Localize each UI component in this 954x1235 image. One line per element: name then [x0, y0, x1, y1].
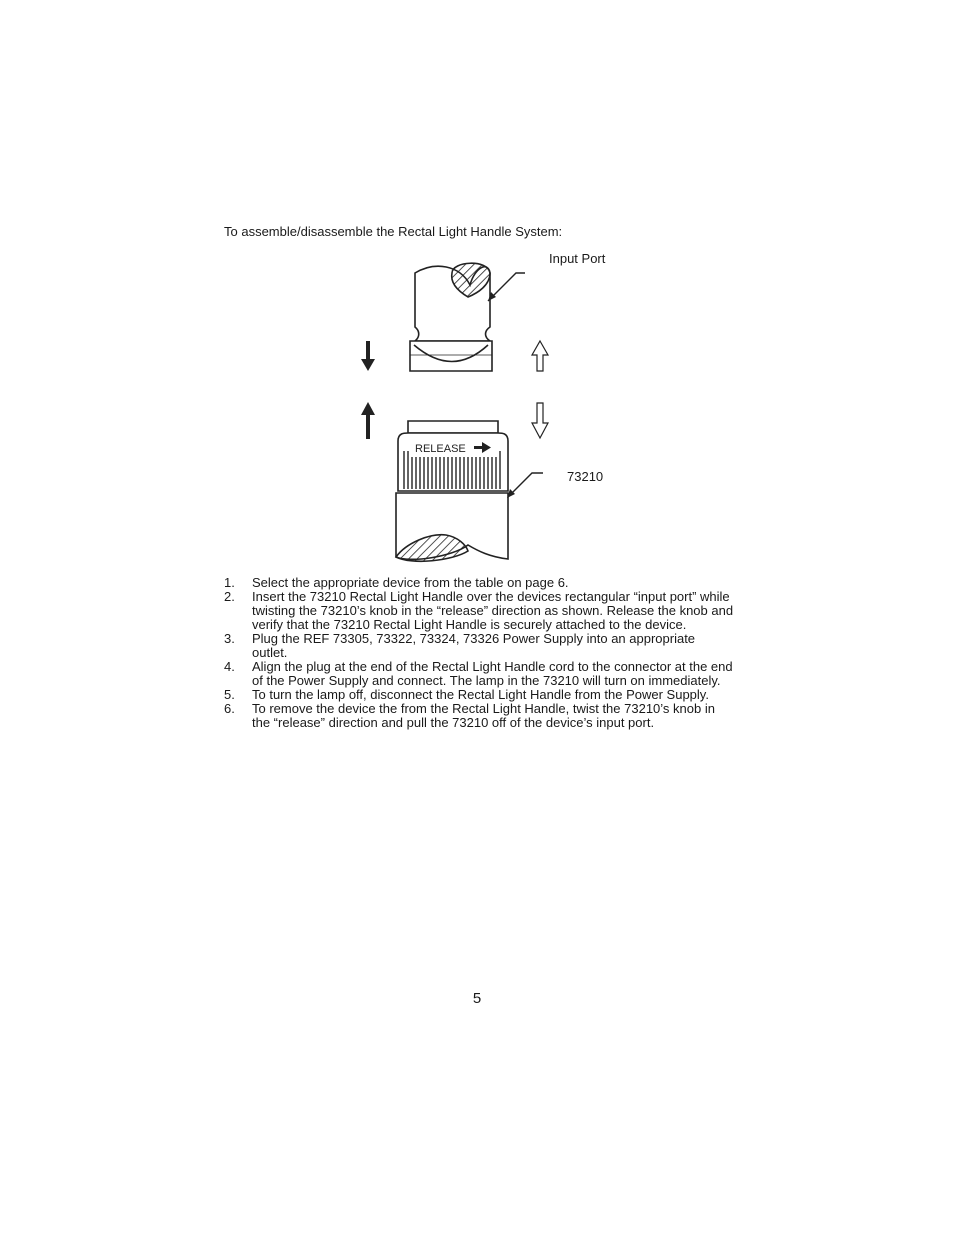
step-item	[224, 660, 734, 688]
step-number: 1.	[224, 575, 235, 590]
page-number: 5	[472, 990, 482, 1007]
assembly-steps	[224, 576, 734, 730]
step-text: Align the plug at the end of the Rectal Light Handle cord to the connector at the end of the Power Supply and connect. The lamp in the 73210 will turn on immediately.	[252, 659, 733, 688]
step-text: To remove the device the from the Rectal Light Handle, twist the 73210’s knob in the “release” direction and pull the 73210 off of the device’s input port.	[252, 701, 715, 730]
step-text: Insert the 73210 Rectal Light Handle over the devices rectangular “input port” while twisting the 73210’s knob in the “release” direction as shown. Release the knob and verify that the 73210 Rectal Light Handle is securely attached to the device.	[252, 589, 734, 632]
model-label: 73210	[567, 469, 604, 484]
step-number: 2.	[224, 589, 235, 604]
step-item	[224, 632, 734, 660]
release-label: RELEASE	[415, 443, 466, 455]
step-item	[224, 688, 734, 702]
arrow-down-solid-icon	[361, 341, 375, 371]
arrow-up-outline-icon	[532, 341, 548, 371]
step-text: To turn the lamp off, disconnect the Rectal Light Handle from the Power Supply.	[252, 687, 709, 702]
device-input-port	[410, 263, 492, 371]
step-number: 3.	[224, 631, 235, 646]
step-number: 5.	[224, 687, 235, 702]
arrow-up-solid-icon	[361, 402, 375, 439]
input-port-label: Input Port	[549, 251, 606, 266]
step-text: Select the appropriate device from the table on page 6.	[252, 575, 569, 590]
intro-text: To assemble/disassemble the Rectal Light Handle System:	[224, 224, 563, 239]
step-number: 4.	[224, 659, 235, 674]
step-item	[224, 702, 734, 730]
assembly-diagram	[340, 245, 640, 575]
step-item	[224, 576, 734, 590]
arrow-down-outline-icon	[532, 403, 548, 438]
step-text: Plug the REF 73305, 73322, 73324, 73326 Power Supply into an appropriate outlet.	[252, 631, 696, 660]
step-item	[224, 590, 734, 632]
step-number: 6.	[224, 701, 235, 716]
